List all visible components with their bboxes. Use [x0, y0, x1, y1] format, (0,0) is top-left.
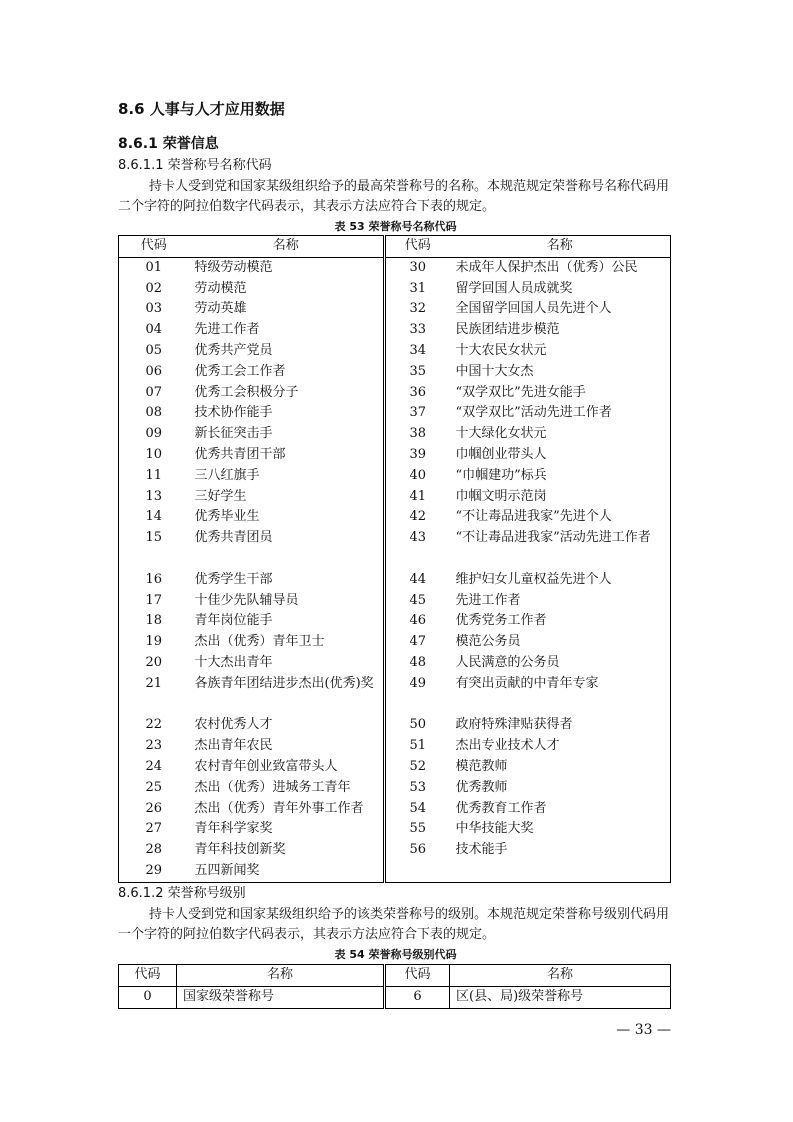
- code-cell: 0: [119, 986, 177, 1008]
- code-cell: 35: [385, 362, 450, 383]
- name-cell: “不让毒品进我家”活动先进工作者: [455, 530, 651, 546]
- code-cell: 05: [145, 342, 163, 358]
- code-cell: 21: [145, 675, 163, 691]
- name-cell: 劳动英雄: [194, 301, 247, 317]
- name-cell: 十佳少先队辅导员: [194, 592, 299, 608]
- code-cell: 22: [145, 717, 163, 733]
- code-cell: 49: [385, 674, 450, 716]
- name-cell: 国家级荣誉称号: [183, 988, 275, 1004]
- name-cell: 模范公务员: [455, 634, 521, 650]
- header-code: 代码: [119, 236, 189, 258]
- code-cell: 47: [385, 632, 450, 653]
- table-row: [119, 632, 671, 653]
- code-cell: 30: [385, 257, 450, 278]
- table-row: [119, 279, 671, 300]
- name-cell: 优秀工会工作者: [194, 363, 286, 379]
- name-cell: 十大农民女状元: [455, 342, 547, 358]
- name-cell: 先进工作者: [194, 322, 260, 338]
- paragraph-honor-name: 持卡人受到党和国家某级组织给予的最高荣誉称号的名称。本规范规定荣誉称号名称代码用二个字符的阿拉伯数字代码表示，其表示方法应符合下表的规定。: [118, 179, 670, 214]
- table-row: [119, 507, 671, 528]
- code-cell: 43: [385, 528, 450, 570]
- code-cell: 04: [145, 322, 163, 338]
- name-cell: 十大绿化女状元: [455, 426, 547, 442]
- name-cell: 先进工作者: [455, 592, 521, 608]
- table-row: [119, 466, 671, 487]
- code-cell: 18: [145, 613, 163, 629]
- table-row: [119, 570, 671, 591]
- name-cell: 留学回国人员成就奖: [455, 280, 573, 296]
- code-cell: 51: [385, 736, 450, 757]
- table-row: [119, 799, 671, 820]
- code-cell: 40: [385, 466, 450, 487]
- code-cell: 54: [385, 799, 450, 820]
- table-row: [119, 611, 671, 632]
- name-cell: 有突出贡献的中青年专家: [455, 675, 599, 691]
- table-54-caption: 表 54 荣誉称号级别代码: [334, 948, 457, 961]
- table-row: [119, 299, 671, 320]
- table-row: [119, 257, 671, 278]
- section-heading-8-6-1-2: 8.6.1.2 荣誉称号级别: [118, 886, 246, 901]
- name-cell: “双学双比”先进女能手: [455, 384, 586, 400]
- code-cell: 28: [145, 842, 163, 858]
- header-name: 名称: [450, 965, 671, 987]
- table-row: [119, 653, 671, 674]
- code-cell: 15: [145, 530, 163, 546]
- table-header-row: [119, 236, 671, 258]
- table-row: [119, 362, 671, 383]
- name-cell: 优秀共青团干部: [194, 446, 286, 462]
- name-cell: 维护妇女儿童权益先进个人: [455, 571, 612, 587]
- name-cell: 优秀教师: [455, 779, 508, 795]
- name-cell: 青年岗位能手: [194, 613, 273, 629]
- code-cell: 01: [145, 259, 163, 275]
- code-cell: 13: [145, 488, 163, 504]
- section-heading-8-6-1-1: 8.6.1.1 荣誉称号名称代码: [118, 158, 272, 173]
- table-row: [119, 341, 671, 362]
- code-cell: 16: [145, 571, 163, 587]
- code-cell: 39: [385, 445, 450, 466]
- header-name: 名称: [189, 236, 385, 258]
- code-cell: 46: [385, 611, 450, 632]
- code-cell: 24: [145, 758, 163, 774]
- code-cell: 53: [385, 778, 450, 799]
- name-cell: 劳动模范: [194, 280, 247, 296]
- code-cell: 48: [385, 653, 450, 674]
- name-cell: 三八红旗手: [194, 467, 260, 483]
- code-cell: 52: [385, 757, 450, 778]
- table-row: [119, 528, 671, 570]
- code-cell: 32: [385, 299, 450, 320]
- header-name: 名称: [177, 965, 385, 987]
- code-cell: 25: [145, 779, 163, 795]
- code-cell: 44: [385, 570, 450, 591]
- code-cell: 31: [385, 279, 450, 300]
- name-cell: 优秀毕业生: [194, 509, 260, 525]
- name-cell: 巾帼文明示范岗: [455, 488, 547, 504]
- code-cell: 09: [145, 426, 163, 442]
- code-cell: 08: [145, 405, 163, 421]
- name-cell: 青年科学家奖: [194, 821, 273, 837]
- code-cell: 36: [385, 383, 450, 404]
- code-cell: 37: [385, 403, 450, 424]
- table-row: [119, 674, 671, 716]
- table-row: [119, 757, 671, 778]
- code-cell: 56: [385, 840, 450, 861]
- header-code: 代码: [385, 236, 450, 258]
- name-cell: 区(县、局)级荣誉称号: [456, 988, 584, 1004]
- code-cell: 42: [385, 507, 450, 528]
- table-row: [119, 320, 671, 341]
- code-cell: 41: [385, 487, 450, 508]
- table-row: [119, 736, 671, 757]
- code-cell: 55: [385, 819, 450, 840]
- page-number: — 33 —: [616, 1022, 671, 1038]
- name-cell: 十大杰出青年: [194, 654, 273, 670]
- code-cell: 14: [145, 509, 163, 525]
- code-cell: 11: [145, 467, 163, 483]
- name-cell: 杰出（优秀）青年外事工作者: [194, 800, 364, 816]
- code-cell: 26: [145, 800, 163, 816]
- code-cell: 6: [385, 986, 450, 1008]
- table-row: [119, 445, 671, 466]
- code-cell: 34: [385, 341, 450, 362]
- name-cell: 各族青年团结进步杰出(优秀)奖: [194, 675, 374, 691]
- code-cell: 06: [145, 363, 163, 379]
- table-row: [119, 840, 671, 861]
- header-code: 代码: [119, 965, 177, 987]
- name-cell: 巾帼创业带头人: [455, 446, 547, 462]
- table-header-row: [119, 965, 671, 987]
- table-row: [119, 819, 671, 840]
- name-cell: 未成年人保护杰出（优秀）公民: [455, 259, 638, 275]
- name-cell: 中华技能大奖: [455, 821, 534, 837]
- name-cell: 人民满意的公务员: [455, 654, 560, 670]
- name-cell: 优秀工会积极分子: [194, 384, 299, 400]
- name-cell: 民族团结进步模范: [455, 322, 560, 338]
- name-cell: “巾帼建功”标兵: [455, 467, 547, 483]
- name-cell: 杰出（优秀）青年卫士: [194, 634, 325, 650]
- section-heading-8-6-1: 8.6.1 荣誉信息: [118, 136, 219, 152]
- name-cell: 农村青年创业致富带头人: [194, 758, 338, 774]
- section-heading-8-6: 8.6 人事与人才应用数据: [118, 100, 285, 118]
- table-53: [118, 235, 671, 883]
- table-row: [119, 986, 671, 1008]
- name-cell: 三好学生: [194, 488, 247, 504]
- code-cell: 02: [145, 280, 163, 296]
- name-cell: 优秀学生干部: [194, 571, 273, 587]
- name-cell: 杰出专业技术人才: [455, 738, 560, 754]
- table-row: [119, 861, 671, 882]
- code-cell: 33: [385, 320, 450, 341]
- code-cell: 27: [145, 821, 163, 837]
- header-name: 名称: [450, 236, 671, 258]
- name-cell: 优秀共产党员: [194, 342, 273, 358]
- paragraph-honor-level: 持卡人受到党和国家某级组织给予的该类荣誉称号的级别。本规范规定荣誉称号级别代码用一个字符的阿拉伯数字代码表示，其表示方法应符合下表的规定。: [118, 907, 670, 942]
- name-cell: 政府特殊津贴获得者: [455, 717, 573, 733]
- name-cell: 中国十大女杰: [455, 363, 534, 379]
- name-cell: 全国留学回国人员先进个人: [455, 301, 612, 317]
- code-cell: 10: [145, 446, 163, 462]
- name-cell: 优秀教育工作者: [455, 800, 547, 816]
- name-cell: 特级劳动模范: [194, 259, 273, 275]
- table-row: [119, 715, 671, 736]
- name-cell: “不让毒品进我家”先进个人: [455, 509, 612, 525]
- name-cell: 杰出青年农民: [194, 738, 273, 754]
- name-cell: 技术协作能手: [194, 405, 273, 421]
- name-cell: 杰出（优秀）进城务工青年: [194, 779, 351, 795]
- table-row: [119, 403, 671, 424]
- name-cell: 优秀共青团员: [194, 530, 273, 546]
- code-cell: 07: [145, 384, 163, 400]
- name-cell: “双学双比”活动先进工作者: [455, 405, 612, 421]
- name-cell: 技术能手: [455, 842, 508, 858]
- code-cell: 20: [145, 654, 163, 670]
- table-row: [119, 487, 671, 508]
- header-code: 代码: [385, 965, 450, 987]
- name-cell: 青年科技创新奖: [194, 842, 286, 858]
- table-row: [119, 424, 671, 445]
- name-cell: 优秀党务工作者: [455, 613, 547, 629]
- code-cell: 03: [145, 301, 163, 317]
- code-cell: 45: [385, 591, 450, 612]
- table-54: [118, 964, 671, 1009]
- code-cell: 38: [385, 424, 450, 445]
- code-cell: 17: [145, 592, 163, 608]
- code-cell: 23: [145, 738, 163, 754]
- name-cell: 新长征突击手: [194, 426, 273, 442]
- name-cell: 农村优秀人才: [194, 717, 273, 733]
- code-cell: 29: [145, 862, 163, 878]
- code-cell: 19: [145, 634, 163, 650]
- code-cell: 50: [385, 715, 450, 736]
- name-cell: [450, 861, 671, 882]
- table-row: [119, 591, 671, 612]
- table-row: [119, 383, 671, 404]
- name-cell: 五四新闻奖: [194, 862, 260, 878]
- table-53-caption: 表 53 荣誉称号名称代码: [334, 220, 457, 233]
- table-row: [119, 778, 671, 799]
- code-cell: [385, 861, 450, 882]
- name-cell: 模范教师: [455, 758, 508, 774]
